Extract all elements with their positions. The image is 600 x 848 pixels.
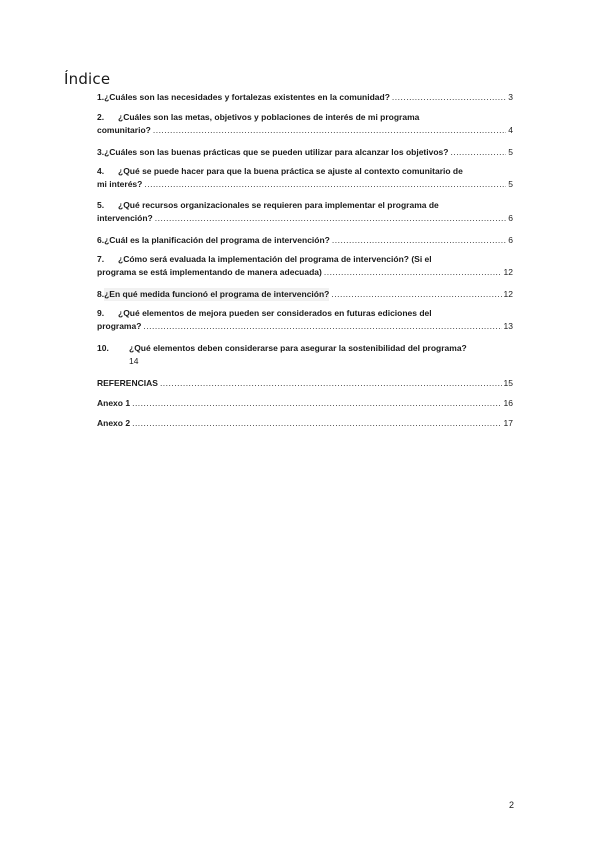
toc-entry-6[interactable] xyxy=(97,234,513,247)
toc-entry-title: ¿En qué medida funcionó el programa de intervención? xyxy=(104,289,330,299)
toc-entry-number: 9. xyxy=(97,308,105,318)
toc-entry-title-cont: intervención? xyxy=(97,213,153,223)
toc-entry-title: ¿Qué elementos de mejora pueden ser considerados en futuras ediciones del xyxy=(118,308,432,318)
toc-entry-title: ¿Qué se puede hacer para que la buena práctica se ajuste al contexto comunitario de xyxy=(118,166,463,176)
toc-entry-3[interactable] xyxy=(97,146,513,159)
toc-page-number: 6 xyxy=(508,213,513,223)
dot-leader xyxy=(153,124,506,137)
toc-entry-7[interactable] xyxy=(97,253,513,279)
toc-entry-title: ¿Cuáles son las buenas prácticas que se pueden utilizar para alcanzar los objetivos? xyxy=(104,147,449,157)
toc-entry-number: 1. xyxy=(97,92,105,102)
toc-entry-title: ¿Cómo será evaluada la implementación del programa de intervención? (Si el xyxy=(118,254,432,264)
toc-entry-title: Anexo 1 xyxy=(97,398,131,408)
dot-leader xyxy=(392,91,506,104)
toc-page-number: 15 xyxy=(503,378,513,388)
toc-entry-number: 4. xyxy=(97,166,105,176)
toc-entry-title: ¿Qué recursos organizacionales se requieren para implementar el programa de xyxy=(118,200,439,210)
toc-entry-title: Anexo 2 xyxy=(97,418,131,428)
toc-entry-referencias[interactable] xyxy=(97,377,513,390)
toc-entry-title-cont: mi interés? xyxy=(97,179,143,189)
dot-leader xyxy=(450,146,506,159)
toc-entry-number: 2. xyxy=(97,112,105,122)
toc-page-number: 17 xyxy=(503,418,513,428)
dot-leader xyxy=(332,234,506,247)
toc-entry-number: 8. xyxy=(97,289,105,299)
toc-entry-title: REFERENCIAS xyxy=(97,378,158,388)
toc-entry-number: 6. xyxy=(97,235,105,245)
toc-page-number: 12 xyxy=(503,267,513,277)
toc-entry-number: 10. xyxy=(97,343,109,353)
toc-page-number: 4 xyxy=(508,125,513,135)
toc-entry-number: 3. xyxy=(97,147,105,157)
toc-entry-title: ¿Qué elementos deben considerarse para asegurar la sostenibilidad del programa? xyxy=(129,343,467,353)
dot-leader xyxy=(155,212,507,225)
toc-entry-title: ¿Cuál es la planificación del programa de intervención? xyxy=(104,235,330,245)
toc-entry-number: 7. xyxy=(97,254,105,264)
toc-entry-8[interactable] xyxy=(97,288,513,301)
toc-entry-title: ¿Cuáles son las necesidades y fortalezas existentes en la comunidad? xyxy=(104,92,390,102)
toc-page-number: 12 xyxy=(503,289,513,299)
toc-entry-9[interactable] xyxy=(97,307,513,333)
page-title: Índice xyxy=(64,70,111,88)
dot-leader xyxy=(143,320,501,333)
toc-entry-10[interactable] xyxy=(97,342,513,368)
toc-page-number: 13 xyxy=(503,321,513,331)
page-number: 2 xyxy=(509,800,515,810)
dot-leader xyxy=(331,288,501,301)
toc-entry-title-cont: comunitario? xyxy=(97,125,151,135)
toc-entry-2[interactable] xyxy=(97,111,513,137)
toc-page-number: 6 xyxy=(508,235,513,245)
toc-entry-5[interactable] xyxy=(97,199,513,225)
dot-leader xyxy=(144,178,506,191)
toc-page-number: 14 xyxy=(129,356,139,366)
dot-leader xyxy=(132,397,501,410)
toc-entry-title-cont: programa? xyxy=(97,321,142,331)
toc-entry-title-cont: programa se está implementando de manera adecuada) xyxy=(97,267,322,277)
dot-leader xyxy=(132,417,501,430)
toc-entry-anexo-2[interactable] xyxy=(97,417,513,430)
dot-leader xyxy=(160,377,502,390)
dot-leader xyxy=(324,266,502,279)
toc-entry-number: 5. xyxy=(97,200,105,210)
toc-page-number: 5 xyxy=(508,147,513,157)
toc-page-number: 5 xyxy=(508,179,513,189)
toc-entry-title: ¿Cuáles son las metas, objetivos y poblaciones de interés de mi programa xyxy=(118,112,420,122)
toc-page-number: 3 xyxy=(508,92,513,102)
toc-entry-1[interactable] xyxy=(97,91,513,104)
toc-entry-anexo-1[interactable] xyxy=(97,397,513,410)
toc-entry-4[interactable] xyxy=(97,165,513,191)
toc-page-number: 16 xyxy=(503,398,513,408)
